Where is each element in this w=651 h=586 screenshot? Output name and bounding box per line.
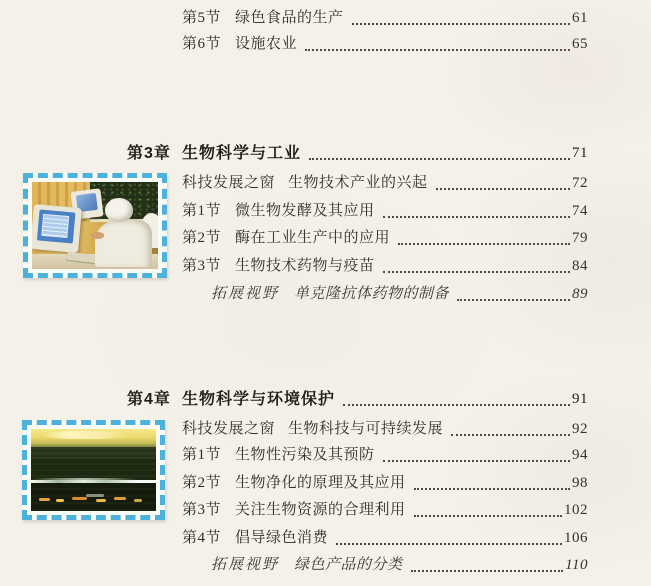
toc-entry-title: 生物技术药物与疫苗	[235, 258, 375, 274]
light-dot	[72, 497, 87, 500]
dot-leader	[336, 543, 562, 545]
dot-leader	[309, 158, 570, 160]
dot-leader	[343, 404, 570, 406]
dot-leader	[457, 299, 570, 301]
dot-leader	[352, 23, 570, 25]
toc-entry-title: 绿色产品的分类	[294, 557, 403, 573]
dot-leader	[383, 271, 570, 273]
toc-entry-page-number: 61	[572, 10, 588, 26]
dot-leader	[414, 515, 562, 517]
light-dot	[134, 499, 143, 502]
toc-entry-page-number: 98	[572, 475, 588, 491]
person-body	[95, 219, 152, 268]
toc-entry-page-number: 106	[564, 530, 588, 546]
toc-entry-label: 第4章	[127, 391, 171, 408]
dot-leader	[411, 570, 564, 572]
light-dot	[39, 498, 50, 501]
toc-entry-label: 第5节	[182, 10, 222, 26]
light-fleck	[86, 494, 104, 497]
toc-row-chapter	[127, 144, 588, 164]
toc-row-section	[182, 229, 588, 249]
toc-entry-page-number: 74	[572, 203, 588, 219]
toc-row-feature	[182, 420, 588, 440]
dot-leader	[436, 188, 570, 190]
bright-cloud	[41, 431, 129, 439]
toc-entry-title: 设施农业	[235, 36, 298, 52]
toc-row-expand	[211, 556, 588, 576]
toc-entry-page-number: 79	[572, 230, 588, 246]
toc-entry-label: 第3节	[182, 502, 222, 518]
field-lights	[31, 493, 156, 504]
toc-entry-page-number: 72	[572, 175, 588, 191]
toc-entry-page-number: 91	[572, 391, 588, 407]
toc-entry-label: 第3节	[182, 258, 222, 274]
toc-entry-page-number: 110	[565, 557, 588, 573]
chapter4-photo	[22, 420, 165, 520]
toc-row-chapter	[127, 390, 588, 410]
toc-row-section	[182, 446, 588, 466]
toc-entry-label: 第4节	[182, 530, 222, 546]
toc-entry-label: 科技发展之窗	[182, 421, 276, 437]
toc-entry-label: 拓展视野	[211, 557, 280, 573]
toc-entry-label: 第3章	[127, 145, 171, 162]
toc-entry-page-number: 65	[572, 36, 588, 52]
toc-entry-title: 绿色食品的生产	[235, 10, 344, 26]
toc-entry-label: 第1节	[182, 447, 222, 463]
toc-entry-page-number: 102	[564, 502, 588, 518]
toc-row-section	[182, 529, 588, 549]
dot-leader	[383, 216, 570, 218]
chapter3-photo	[23, 173, 167, 278]
toc-row-section	[182, 202, 588, 222]
toc-entry-title: 生物技术产业的兴起	[288, 175, 428, 191]
toc-entry-title: 生物科技与可持续发展	[288, 421, 444, 437]
light-dot	[56, 499, 64, 502]
crt-monitor-large	[32, 204, 82, 253]
toc-row-section	[182, 35, 588, 55]
chapter4-photo-art	[31, 429, 156, 511]
person-hooded-head	[105, 198, 133, 222]
dot-leader	[383, 460, 570, 462]
toc-entry-title: 单克隆抗体药物的制备	[294, 286, 450, 302]
far-field-band	[31, 447, 156, 458]
toc-entry-page-number: 71	[572, 145, 588, 161]
toc-entry-title: 生物科学与工业	[182, 145, 302, 162]
toc-entry-label: 第2节	[182, 475, 222, 491]
toc-entry-title: 生物科学与环境保护	[182, 391, 336, 408]
toc-entry-label: 拓展视野	[211, 286, 280, 302]
toc-entry-label: 第1节	[182, 203, 222, 219]
toc-entry-page-number: 89	[572, 286, 588, 302]
monitor-screen	[37, 210, 75, 244]
toc-entry-label: 科技发展之窗	[182, 175, 276, 191]
light-dot	[114, 497, 127, 500]
mid-field-band	[31, 459, 156, 480]
toc-row-section	[182, 257, 588, 277]
dot-leader	[398, 243, 570, 245]
toc-entry-title: 生物性污染及其预防	[235, 447, 375, 463]
toc-entry-title: 微生物发酵及其应用	[235, 203, 375, 219]
toc-entry-title: 酶在工业生产中的应用	[235, 230, 391, 246]
toc-entry-title: 生物净化的原理及其应用	[235, 475, 406, 491]
dot-leader	[305, 49, 570, 51]
chapter3-photo-art	[32, 182, 158, 269]
light-dot	[96, 499, 106, 502]
dot-leader	[414, 488, 570, 490]
toc-entry-page-number: 92	[572, 421, 588, 437]
toc-entry-title: 倡导绿色消费	[235, 530, 329, 546]
screen-window	[41, 214, 70, 238]
toc-row-expand	[211, 285, 588, 305]
dot-leader	[451, 434, 570, 436]
toc-entry-page-number: 94	[572, 447, 588, 463]
toc-entry-page-number: 84	[572, 258, 588, 274]
toc-row-section	[182, 474, 588, 494]
person-hand	[91, 232, 104, 238]
toc-entry-label: 第6节	[182, 36, 222, 52]
toc-entry-label: 第2节	[182, 230, 222, 246]
toc-row-section	[182, 501, 588, 521]
toc-row-section	[182, 9, 588, 29]
toc-entry-title: 关注生物资源的合理利用	[235, 502, 406, 518]
toc-row-feature	[182, 174, 588, 194]
